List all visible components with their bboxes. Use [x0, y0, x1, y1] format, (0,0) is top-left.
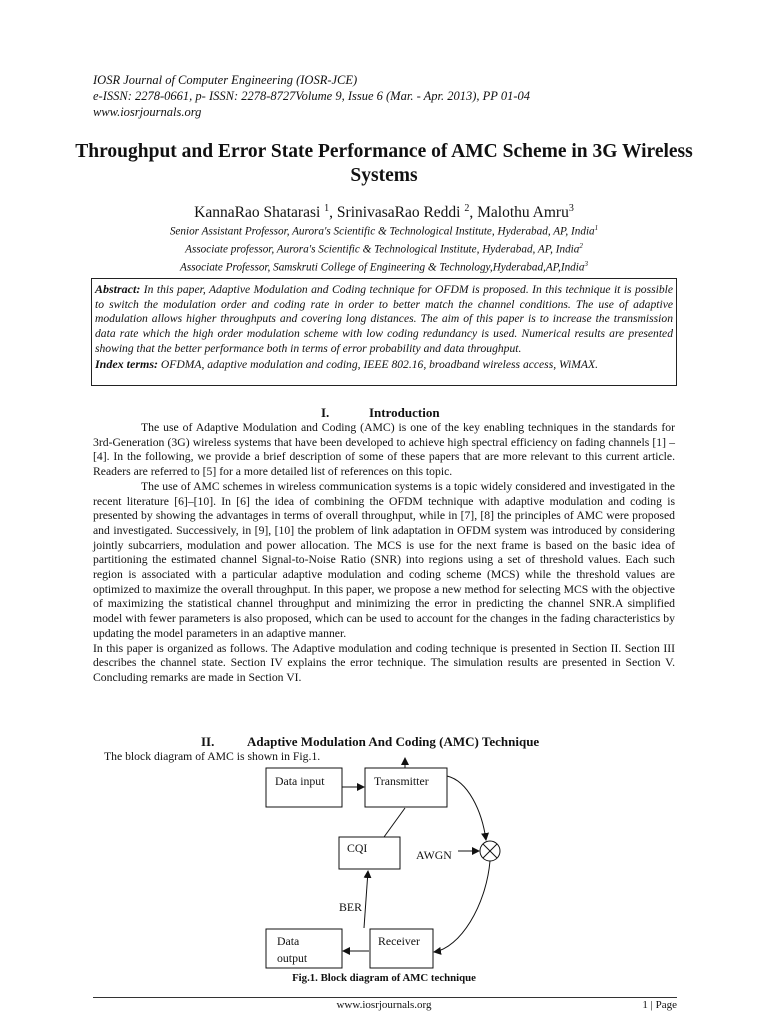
paragraph-2: The use of AMC schemes in wireless communication systems is a topic widely considered and investigated in the recent literature [6]–[10]. In [6] the idea of combining the OFDM technique with adaptive modulation and coding is presented by showing the advantages in terms of overall throughput, while in [7], [8] the principles of AMC were proposed and investigated. Successively, in [9], [10] the problem of link adaptation in OFDM system was introduced by considering jointly subcarriers, modulation and power allocation. The MCS is use for the next frame is based on the basic idea of partitioning the estimated channel Signal-to-Noise Ratio (SNR) into regions using a set of threshold values. Each such region is associated with a particular adaptive modulation and coding scheme (MCS) while the threshold values are optimized to maximize the overall throughput. In this paper, we propose a new method for selecting MCS with the objective of maximizing the statistical channel throughput and minimizing the error in predicting the channel SNR.A simplified model with fewer parameters is also proposed, which can be used to account for the changes in the fading characteristics by updating the model parameters in an adaptive manner.	[93, 479, 675, 640]
arrow-transmitter-to-mixer	[447, 776, 486, 840]
ber-label: BER	[339, 900, 362, 914]
receiver-label: Receiver	[378, 934, 420, 948]
affiliation-3: Associate Professor, Samskruti College of Engineering & Technology,Hyderabad,AP,India$^3$	[180, 260, 588, 275]
abstract	[95, 282, 673, 357]
author-1-mark: 1	[324, 203, 330, 214]
author-list	[60, 199, 708, 223]
awgn-label: AWGN	[416, 848, 452, 862]
paragraph-1: The use of Adaptive Modulation and Coding (AMC) is one of the key enabling techniques in the standards for 3rd-Generation (3G) wireless systems that have been developed to achieve high spectral efficiency on fading channels [1] – [4]. In the following, we provide a brief description of some of these papers that are more relevant to this current article. Readers are referred to [5] for a more detailed list of references on this topic.	[93, 421, 675, 479]
cqi-label: CQI	[347, 841, 368, 855]
affiliation-2: Associate professor, Aurora's Scientific & Technological Institute, Hyderabad, AP, India$^2$	[185, 242, 583, 256]
data-input-label: Data input	[275, 774, 325, 788]
author-3: , Malothu Amru	[469, 204, 569, 222]
arrow-mixer-to-receiver	[434, 861, 490, 952]
abstract-label: Abstract:	[95, 282, 141, 296]
author-3-mark: 3	[568, 203, 574, 214]
footer-rule	[93, 997, 677, 998]
section-2-title: Adaptive Modulation And Coding (AMC) Technique	[247, 734, 540, 749]
page-number: 1 | Page	[642, 999, 677, 1011]
paragraph-3: In this paper is organized as follows. The Adaptive modulation and coding technique is presented in Section II. Section III describes the channel state. Section IV explains the error technique. The simulation results are presented in Section V. Concluding remarks are made in Section VI.	[93, 641, 675, 684]
author-1: KannaRao Shatarasi	[194, 204, 325, 222]
abstract-text: In this paper, Adaptive Modulation and Coding technique for OFDM is proposed. In this technique it is possible to switch the modulation order and coding rate in order to better match the channel conditions. The use of adaptive modulation allows higher throughputs and covering long distances. The aim of this paper is to increase the transmission data rate which the high order modulation scheme with low coding redundancy is used. Numerical results are presented showing that the better performance both in terms of error probability and data throughput.	[95, 283, 673, 355]
index-terms-label: Index terms:	[95, 356, 158, 371]
affiliations	[60, 221, 708, 276]
data-output-label-1: Data	[277, 934, 300, 948]
amc-block-diagram	[250, 756, 530, 971]
paper-title: Throughput and Error State Performance of AMC Scheme in 3G Wireless Systems	[75, 141, 693, 186]
mixer-icon	[480, 841, 500, 861]
abstract-box	[91, 278, 677, 386]
section-1-body	[93, 421, 675, 686]
affiliation-1: Senior Assistant Professor, Aurora's Scientific & Technological Institute, Hyderabad, AP, India$^1$	[169, 224, 599, 238]
author-2: , SrinivasaRao Reddi	[329, 204, 465, 222]
section-2-number: II.	[201, 734, 215, 749]
section-1-title: Introduction	[369, 405, 440, 420]
line-cqi-to-transmitter	[384, 808, 405, 837]
footer-url: www.iosrjournals.org	[336, 999, 432, 1011]
data-output-label-2: output	[277, 951, 308, 965]
section-2-intro: The block diagram of AMC is shown in Fig.1.	[104, 750, 321, 763]
journal-header	[93, 72, 530, 120]
figure-caption: Fig.1. Block diagram of AMC technique	[292, 972, 476, 984]
journal-name: IOSR Journal of Computer Engineering (IOSR-JCE)	[93, 73, 358, 87]
journal-website: www.iosrjournals.org	[93, 105, 202, 119]
author-2-mark: 2	[464, 203, 470, 214]
index-terms-text: OFDMA, adaptive modulation and coding, IEEE 802.16, broadband wireless access, WiMAX.	[158, 357, 598, 371]
index-terms	[95, 357, 673, 373]
transmitter-label: Transmitter	[374, 774, 429, 788]
section-1-number: I.	[321, 405, 330, 420]
arrow-receiver-to-cqi	[364, 871, 368, 928]
issn-line: e-ISSN: 2278-0661, p- ISSN: 2278-8727Volume 9, Issue 6 (Mar. - Apr. 2013), PP 01-04	[93, 89, 530, 103]
